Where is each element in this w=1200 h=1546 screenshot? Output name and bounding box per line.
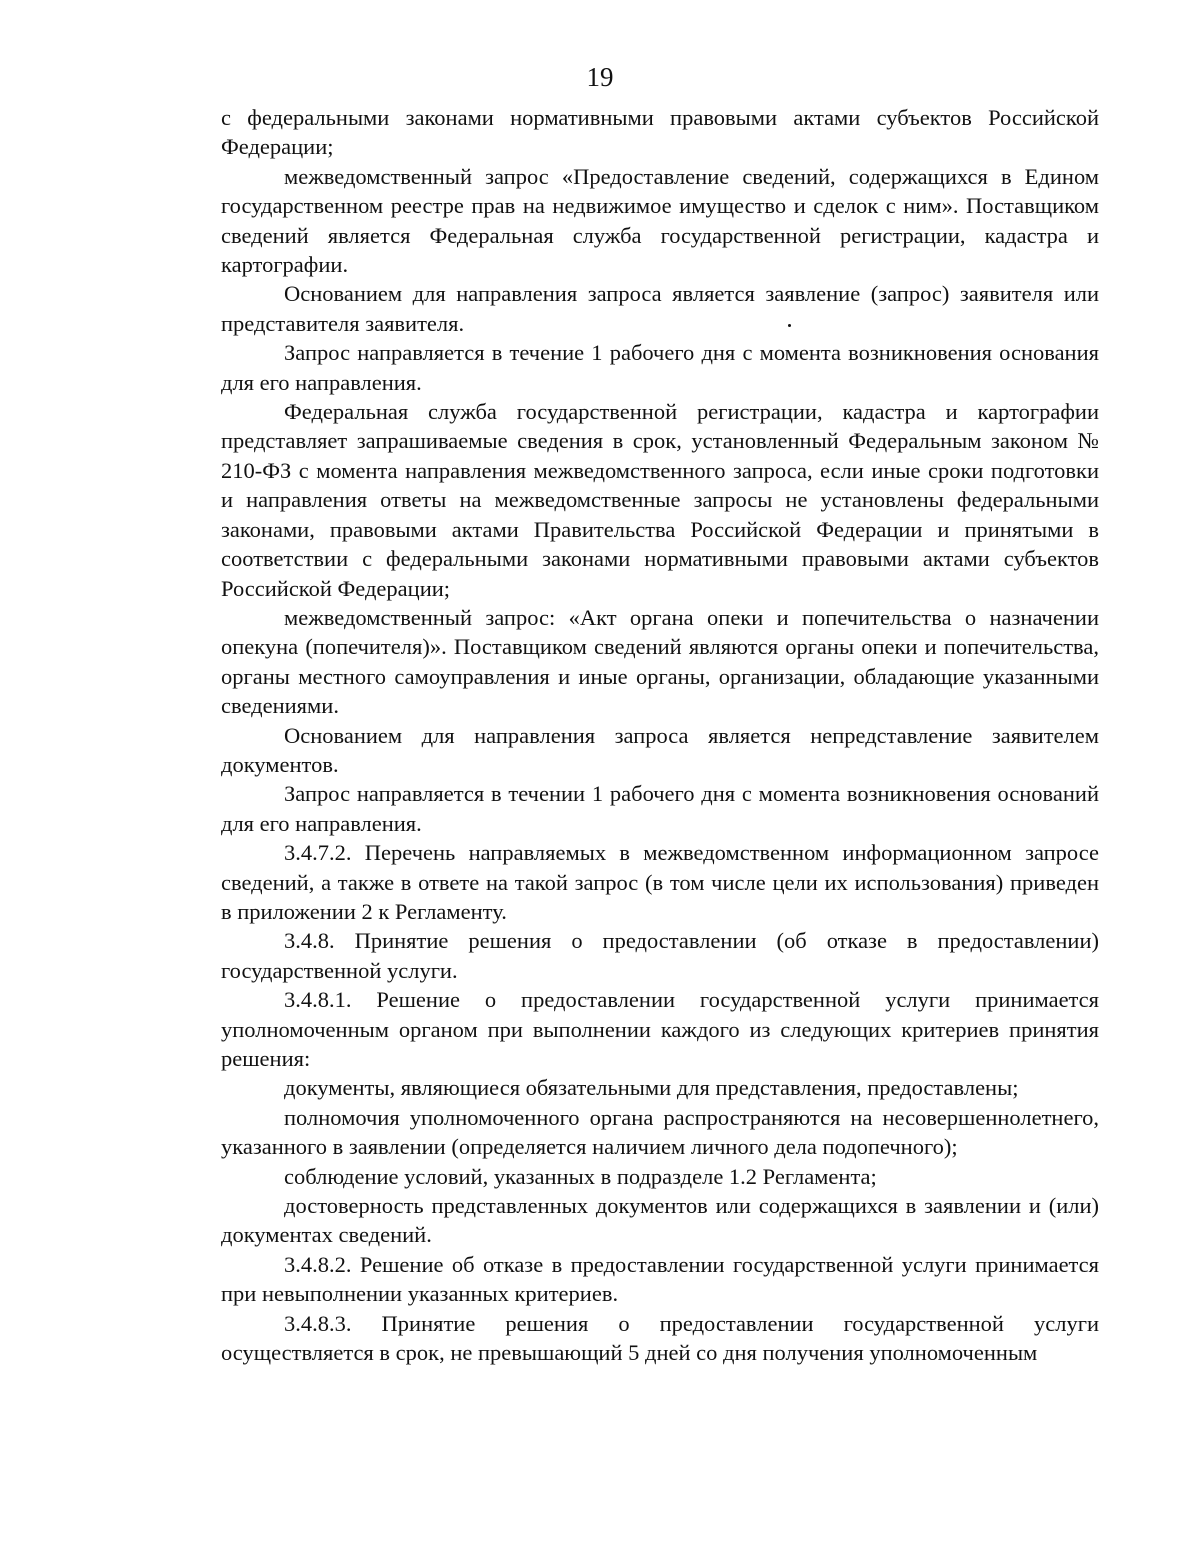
paragraph: Запрос направляется в течение 1 рабочего дня с момента возникновения основания для его направления. [221, 340, 1099, 395]
paragraph: Основанием для направления запроса является непредставление заявителем документов. [221, 722, 1099, 777]
paragraph: Основанием для направления запроса является заявление (запрос) заявителя или представителя заявителя. [221, 281, 1099, 336]
paragraph: с федеральными законами нормативными правовыми актами субъектов Российской Федерации; [221, 105, 1099, 160]
page-number: 19 [586, 62, 614, 92]
paragraph: полномочия уполномоченного органа распространяются на несовершеннолетнего, указанного в заявлении (определяется наличием личного дела подопечного); [221, 1104, 1099, 1160]
paragraph: 3.4.8.2. Решение об отказе в предоставлении государственной услуги принимается при невыполнении указанных критериев. [221, 1251, 1099, 1307]
paragraph: Запрос направляется в течении 1 рабочего дня с момента возникновения оснований для его направления. [221, 781, 1099, 836]
paragraph: 3.4.8.3. Принятие решения о предоставлении государственной услуги осуществляется в срок, не превышающий 5 дней со дня получения уполномоченным [221, 1310, 1099, 1366]
paragraph: Федеральная служба государственной регистрации, кадастра и картографии представляет запрашиваемые сведения в срок, установленный Федеральным законом № 210-ФЗ с момента направления межведомственного запроса, если иные сроки подготовки и направления ответы на межведомственные запросы не установлены федеральными законами, правовыми актами Правительства Российской Федерации и принятыми в соответствии с федеральными законами нормативными правовыми актами субъектов Российской Федерации; [221, 399, 1099, 601]
paragraph: документы, являющиеся обязательными для представления, предоставлены; [284, 1075, 1019, 1101]
paragraph: 3.4.8.1. Решение о предоставлении государственной услуги принимается уполномоченным органом при выполнении каждого из следующих критериев принятия решения: [221, 987, 1099, 1071]
document-body [221, 103, 1099, 1367]
paragraph: 3.4.8. Принятие решения о предоставлении (об отказе в предоставлении) государственной услуги. [221, 928, 1099, 983]
paragraph: соблюдение условий, указанных в подразделе 1.2 Регламента; [284, 1163, 877, 1189]
paragraph: 3.4.7.2. Перечень направляемых в межведомственном информационном запросе сведений, а также в ответе на такой запрос (в том числе цели их использования) приведен в приложении 2 к Регламенту. [221, 840, 1099, 924]
paragraph: межведомственный запрос «Предоставление сведений, содержащихся в Едином государственном реестре прав на недвижимое имущество и сделок с ним». Поставщиком сведений является Федеральная служба государственной регистрации, кадастра и картографии. [221, 163, 1099, 278]
paragraph: межведомственный запрос: «Акт органа опеки и попечительства о назначении опекуна (попечителя)». Поставщиком сведений являются органы опеки и попечительства, органы местного самоуправления и иные органы, организации, обладающие указанными сведениями. [221, 604, 1099, 719]
paragraph: достоверность представленных документов или содержащихся в заявлении и (или) документах сведений. [221, 1193, 1099, 1248]
